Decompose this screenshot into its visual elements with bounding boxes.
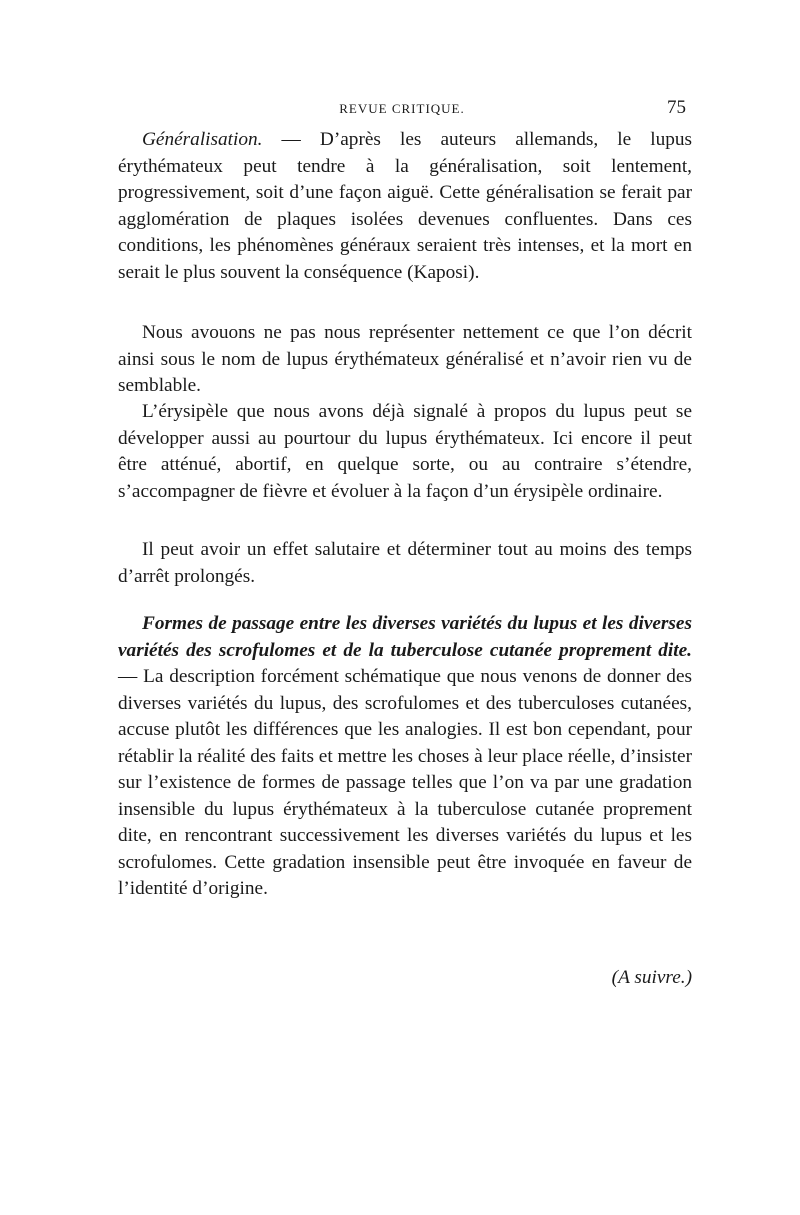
continuation-note: (A suivre.) [611,967,692,988]
paragraph-erysipele [118,399,692,505]
paragraph-body: L’érysipèle que nous avons déjà signalé à propos du lupus peut se développer aussi au pourtour du lupus érythémateux. Ici encore il peut être atténué, abortif, en quelque sorte, ou au contraire s’étendre, s’accompagner de fièvre et évoluer à la façon d’un érysipèle ordinaire. [118,401,692,502]
paragraph-body: — D’après les auteurs allemands, le lupus érythémateux peut tendre à la généralisation, soit lentement, progressivement, soit d’une façon aiguë. Cette généralisation se ferait par agglomération de plaques isolées devenues confluentes. Dans ces conditions, les phénomènes généraux seraient très intenses, et la mort en serait le plus souvent la conséquence (Kaposi). [118,129,692,283]
paragraph-body: Nous avouons ne pas nous représenter nettement ce que l’on décrit ainsi sous le nom de lupus érythémateux généralisé et n’avoir rien vu de semblable. [118,322,692,396]
paragraph-lead-generalisation: Généralisation. [142,129,263,150]
paragraph-body: — La description forcément schématique que nous venons de donner des diverses variétés du lupus, des scrofulomes et des tuberculoses cutanées, accuse plutôt les différences que les analogies. Il est bon cependant, pour rétablir la réalité des faits et mettre les choses à leur place réelle, d’insister sur l’existence de formes de passage telles que l’on va par une gradation insensible du lupus érythémateux à la tuberculose cutanée proprement dite, en rencontrant successivement les diverses variétés du lupus et les scrofulomes. Cette gradation insensible peut être invoquée en faveur de l’identité d’origine. [118,666,692,899]
paragraph-lupus-generalise [118,320,692,400]
section-heading: Formes de passage entre les diverses variétés du lupus et les diverses variétés des scrofulomes et de la tuberculose cutanée proprement dite. [118,613,692,661]
paragraph-generalisation [118,127,692,286]
page-header [118,97,686,121]
running-title: REVUE CRITIQUE. [339,101,465,116]
paragraph-effet-salutaire [118,537,692,590]
page-number: 75 [667,97,686,118]
paragraph-formes-de-passage [118,611,692,903]
paragraph-body: Il peut avoir un effet salutaire et déterminer tout au moins des temps d’arrêt prolongés. [118,539,692,587]
